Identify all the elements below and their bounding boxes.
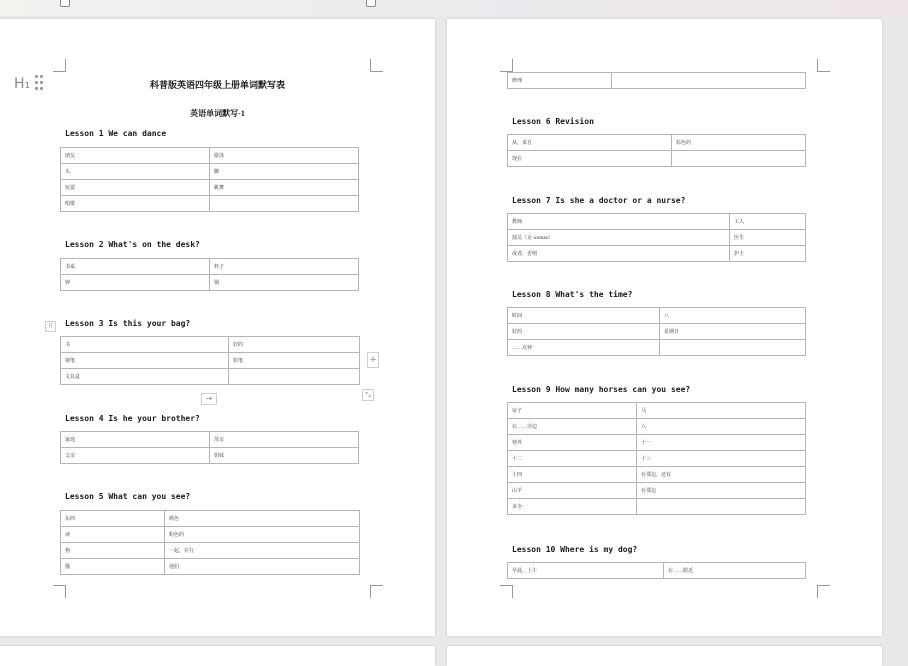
table-cell[interactable]: 朋友 [61, 148, 210, 164]
table-row [508, 419, 806, 435]
table-row [508, 403, 806, 419]
table-cell[interactable]: 母亲 [210, 432, 359, 448]
table-row [61, 275, 359, 291]
table-row [508, 499, 806, 515]
heading-icon[interactable]: H₁ [14, 76, 31, 92]
table-cell[interactable]: 书 [61, 337, 229, 353]
table-row [508, 246, 806, 262]
table-cell[interactable]: 在……旁边 [508, 419, 637, 435]
document-title: 科普版英语四年级上册单词默写表 [149, 80, 285, 90]
table-cell[interactable]: 教师 [508, 214, 730, 230]
table-cell[interactable]: 十四 [508, 467, 637, 483]
table-cell[interactable]: 杯子 [210, 259, 359, 275]
lesson-heading: Lesson 8 What's the time? [512, 290, 633, 299]
table-cell[interactable]: 钢笔 [61, 353, 229, 369]
lesson-heading: Lesson 3 Is this your bag? [65, 319, 191, 328]
table-row [508, 135, 806, 151]
table-cell[interactable]: 护士 [730, 246, 806, 262]
lesson-heading: Lesson 10 Where is my dog? [512, 545, 638, 554]
table-cell[interactable]: 东西 [61, 511, 165, 527]
table-row [61, 448, 359, 464]
table-row [508, 451, 806, 467]
lesson-heading: Lesson 2 What's on the desk? [65, 240, 200, 249]
crop-mark [53, 59, 66, 72]
word-table[interactable] [507, 562, 806, 579]
table-cell[interactable]: 好的 [229, 337, 360, 353]
drag-handle-icon[interactable] [35, 75, 45, 91]
table-cell[interactable]: 姐妹 [210, 448, 359, 464]
table-row [61, 164, 359, 180]
table-cell[interactable] [210, 196, 359, 212]
table-row [61, 432, 359, 448]
word-table[interactable] [60, 431, 359, 464]
table-cell[interactable]: 时间 [508, 308, 660, 324]
table-row [508, 435, 806, 451]
table-cell[interactable]: 颜色 [165, 511, 360, 527]
table-row [61, 353, 360, 369]
word-table[interactable] [60, 147, 359, 212]
crop-mark [817, 59, 830, 72]
resize-icon[interactable]: ⤡ [362, 389, 374, 401]
table-row [61, 369, 360, 385]
table-cell[interactable]: 猫 [61, 559, 165, 575]
crop-mark [370, 585, 383, 598]
table-cell[interactable] [612, 73, 806, 89]
table-cell[interactable]: 六 [637, 419, 806, 435]
table-cell[interactable]: 狗 [61, 543, 165, 559]
table-row [61, 559, 360, 575]
word-table[interactable] [60, 510, 360, 575]
table-cell[interactable] [660, 340, 806, 356]
table-cell[interactable]: 棕色的 [672, 135, 806, 151]
table-cell[interactable]: 读 [61, 527, 165, 543]
table-cell[interactable]: 头 [61, 164, 210, 180]
table-row [508, 151, 806, 167]
lesson-heading: Lesson 5 What can you see? [65, 492, 191, 501]
table-cell[interactable]: 家庭 [61, 432, 210, 448]
word-table[interactable] [507, 134, 806, 167]
table-cell[interactable]: 文具盒 [61, 369, 229, 385]
table-cell[interactable]: 钟外 [508, 435, 637, 451]
table-cell[interactable]: 父亲 [61, 448, 210, 464]
table-cell[interactable]: 房子 [508, 403, 637, 419]
word-table[interactable] [60, 258, 359, 291]
table-row [61, 527, 360, 543]
table-cell[interactable]: 他们 [165, 559, 360, 575]
table-cell[interactable]: 十一 [637, 435, 806, 451]
table-cell[interactable]: 书桌 [61, 259, 210, 275]
document-page-right [447, 19, 882, 636]
lesson-heading: Lesson 1 We can dance [65, 129, 167, 138]
table-cell[interactable]: 在……附近 [664, 563, 806, 579]
crop-mark [817, 585, 830, 598]
table-cell[interactable] [672, 151, 806, 167]
table-row [61, 148, 359, 164]
word-table[interactable] [507, 307, 806, 356]
table-row [61, 337, 360, 353]
toolbar-mini-icon[interactable] [366, 0, 376, 7]
table-row [61, 511, 360, 527]
table-row [508, 230, 806, 246]
table-row [61, 180, 359, 196]
table-row [508, 483, 806, 499]
table-cell[interactable]: 唱歌 [61, 196, 210, 212]
document-page-left [0, 19, 435, 636]
word-table[interactable] [507, 213, 806, 262]
table-row [508, 308, 806, 324]
arrow-right-icon[interactable]: → [201, 393, 217, 405]
table-cell[interactable]: 星期日 [660, 324, 806, 340]
table-cell[interactable]: 演员（女 woman） [508, 230, 730, 246]
table-row [508, 73, 806, 89]
table-cell[interactable]: 十二 [508, 451, 637, 467]
word-table[interactable] [507, 72, 806, 89]
table-cell[interactable]: 修理 [508, 73, 612, 89]
table-cell[interactable] [637, 499, 806, 515]
lesson-heading: Lesson 7 Is she a doctor or a nurse? [512, 196, 686, 205]
table-cell[interactable]: 工人 [730, 214, 806, 230]
word-table[interactable] [60, 336, 360, 385]
table-row [508, 563, 806, 579]
lesson-heading: Lesson 4 Is he your brother? [65, 414, 200, 423]
table-row [508, 214, 806, 230]
table-cell[interactable]: 现在 [508, 151, 672, 167]
table-row [61, 196, 359, 212]
table-row [508, 324, 806, 340]
table-cell[interactable]: 铅笔 [229, 353, 360, 369]
table-cell[interactable]: 山羊 [508, 483, 637, 499]
table-row [508, 340, 806, 356]
plus-icon[interactable]: + [367, 352, 379, 368]
table-row [61, 543, 360, 559]
crop-mark [53, 585, 66, 598]
word-table[interactable] [507, 402, 806, 515]
table-cell[interactable]: 好的 [508, 324, 660, 340]
table-move-handle-icon[interactable]: ⠿ [45, 321, 56, 332]
table-cell[interactable]: 玩耍 [61, 180, 210, 196]
table-cell[interactable]: 早晨，上午 [508, 563, 664, 579]
table-row [508, 467, 806, 483]
table-cell[interactable]: 多少 [508, 499, 637, 515]
table-cell[interactable]: 跳舞 [210, 180, 359, 196]
table-cell[interactable]: 八 [660, 308, 806, 324]
table-cell[interactable]: 一起，在行 [165, 543, 360, 559]
document-subtitle: 英语单词默写-1 [190, 109, 245, 118]
table-cell[interactable]: 脚 [210, 164, 359, 180]
table-cell[interactable]: 或者，否则 [508, 246, 730, 262]
table-cell[interactable]: 游泳 [210, 148, 359, 164]
table-cell[interactable]: 在那边 [637, 483, 806, 499]
table-cell[interactable]: 在那边，还有 [637, 467, 806, 483]
table-cell[interactable]: 粉色的 [165, 527, 360, 543]
lesson-heading: Lesson 6 Revision [512, 117, 594, 126]
toolbar-strip [0, 0, 908, 16]
table-cell[interactable]: 钢 [210, 275, 359, 291]
lesson-heading: Lesson 9 How many horses can you see? [512, 385, 691, 394]
table-cell[interactable]: 从，来自 [508, 135, 672, 151]
crop-mark [500, 59, 513, 72]
crop-mark [370, 59, 383, 72]
table-cell[interactable]: 医生 [730, 230, 806, 246]
table-cell[interactable]: 马 [637, 403, 806, 419]
table-cell[interactable]: 十三 [637, 451, 806, 467]
document-page-next-right [447, 646, 882, 666]
table-cell[interactable]: ……点钟 [508, 340, 660, 356]
table-row [61, 259, 359, 275]
document-page-next-left [0, 646, 435, 666]
table-cell[interactable]: 钟 [61, 275, 210, 291]
toolbar-mini-icon[interactable] [60, 0, 70, 7]
crop-mark [500, 585, 513, 598]
table-cell[interactable] [229, 369, 360, 385]
